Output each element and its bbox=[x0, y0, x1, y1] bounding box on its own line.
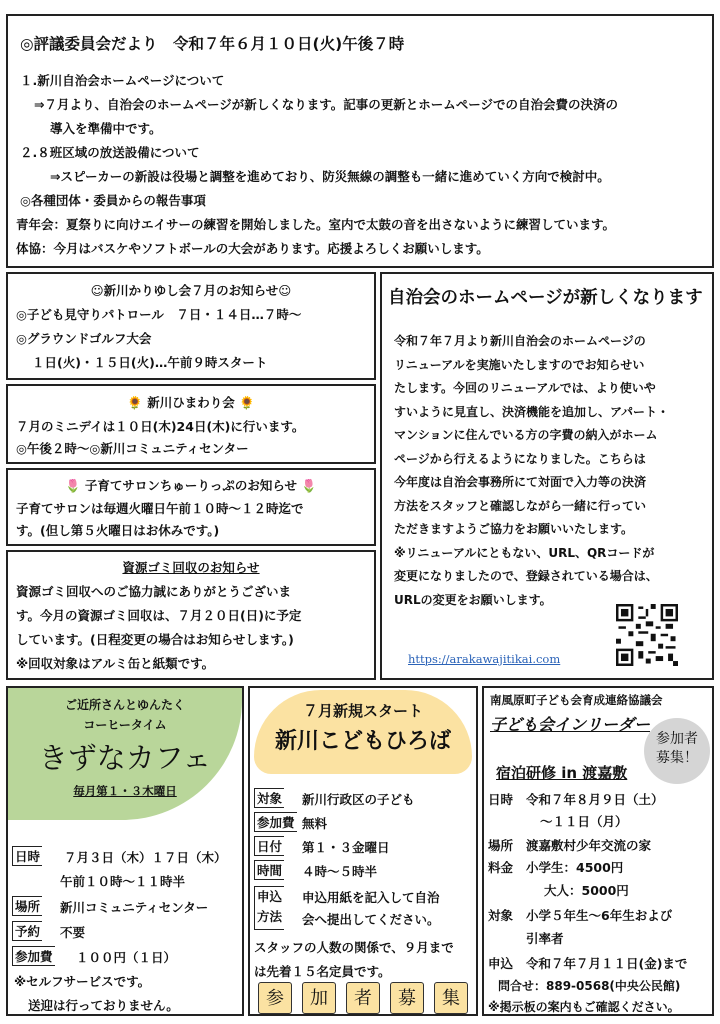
salon-title: 子育てサロンちゅーりっぷのお知らせ bbox=[84, 478, 298, 493]
council-line: ⇒スピーカーの新設は役場と調整を進めており、防災無線の調整も一緒に進めていく方向で検討中。 bbox=[50, 169, 610, 184]
sunflower-icon: 🌻 bbox=[239, 395, 255, 410]
recruit-badge: 参加者募集！ bbox=[644, 718, 710, 784]
himawari-notice bbox=[6, 384, 376, 464]
cafe-datetime-label: 日時 bbox=[12, 846, 42, 866]
homepage-line: 今年度は自治会事務所にて対面で入力等の決済 bbox=[394, 475, 647, 489]
leader-fee-label: 料金 bbox=[488, 860, 514, 875]
hiroba-note: スタッフの人数の関係で、９月まで bbox=[254, 940, 454, 955]
leader-target: 引率者 bbox=[526, 931, 564, 946]
recruit-char: 参 bbox=[258, 982, 292, 1014]
council-line: 導入を準備中です。 bbox=[50, 121, 162, 136]
cafe-place-label: 場所 bbox=[12, 896, 42, 916]
homepage-line: 変更になりましたので、登録されている場合は、 bbox=[394, 569, 658, 583]
himawari-line: ７月のミニデイは１０日(木)24日(木)に行います。 bbox=[16, 419, 305, 434]
homepage-notice bbox=[380, 272, 714, 680]
leader-place: 渡嘉敷村少年交流の家 bbox=[526, 838, 652, 853]
recycle-notice bbox=[6, 550, 376, 680]
salon-line: 子育てサロンは毎週火曜日午前１０時～１２時迄で bbox=[16, 501, 304, 516]
tulip-icon: 🌷 bbox=[64, 478, 81, 493]
council-line: 青年会：夏祭りに向けエイサーの練習を開始しました。室内で太鼓の音を出さないように練習しています。 bbox=[16, 217, 616, 232]
cafe-title: きずなカフェ bbox=[38, 741, 212, 775]
leader-note: ※掲示板の案内もご確認ください。 bbox=[488, 1000, 680, 1014]
hiroba-note: は先着１５名定員です。 bbox=[254, 964, 391, 979]
hiroba-row-label: 対象 bbox=[254, 788, 284, 808]
salon-line: す。(但し第５火曜日はお休みです。) bbox=[16, 523, 220, 538]
himawari-title: 新川ひまわり会 bbox=[147, 395, 235, 410]
leader-datetime-label: 日時 bbox=[488, 792, 514, 807]
cafe-datetime: ７月３日（木）１７日（木） bbox=[64, 850, 227, 865]
cafe-fee: １００円（１日） bbox=[76, 950, 177, 965]
hiroba-row-label: 日付 bbox=[254, 836, 284, 856]
kariyushi-line: １日(火)・１５日(火)…午前９時スタート bbox=[32, 355, 268, 370]
recycle-title: 資源ゴミ回収のお知らせ bbox=[122, 560, 260, 575]
kariyushi-notice bbox=[6, 272, 376, 380]
cafe-reservation: 不要 bbox=[60, 925, 86, 940]
cafe-place: 新川コミュニティセンター bbox=[60, 900, 209, 915]
hiroba-row-value: 新川行政区の子ども bbox=[302, 792, 415, 807]
leader-org: 南風原町子ども会育成連絡協議会 bbox=[490, 693, 663, 707]
leader-datetime: ～１１日（月） bbox=[540, 814, 628, 829]
homepage-line: ※リニューアルにともない、URL、QRコードが bbox=[394, 545, 655, 560]
leader-contact: 問合せ：889-0568(中央公民館) bbox=[498, 979, 681, 993]
sunflower-icon: 🌻 bbox=[127, 395, 143, 410]
recycle-line: ※回収対象はアルミ缶と紙類です。 bbox=[16, 656, 215, 671]
himawari-line: ◎午後２時～◎新川コミュニティセンター bbox=[16, 441, 249, 456]
hiroba-apply: 会へ提出してください。 bbox=[302, 912, 440, 927]
hiroba-row-label: 参加費 bbox=[254, 812, 297, 832]
recycle-line: 資源ゴミ回収へのご協力誠にありがとうございま bbox=[16, 584, 292, 599]
leader-event: 宿泊研修 in 渡嘉敷 bbox=[496, 764, 628, 782]
hiroba-apply-label: 申込 方法 bbox=[254, 886, 284, 930]
leader-title: 子ども会インリーダー bbox=[490, 715, 651, 734]
leader-datetime: 令和７年８月９日（土） bbox=[526, 792, 664, 807]
council-line: ⇒７月より、自治会のホームページが新しくなります。記事の更新とホームページでの自治会費の決済の bbox=[34, 97, 618, 112]
leader-target-label: 対象 bbox=[488, 908, 514, 923]
homepage-line: すいように見直し、決済機能を追加し、アパート・ bbox=[394, 404, 670, 419]
kariyushi-line: ◎グラウンドゴルフ大会 bbox=[16, 331, 152, 346]
council-line: ◎各種団体・委員からの報告事項 bbox=[20, 193, 206, 208]
cafe-note: ※セルフサービスです。 bbox=[14, 974, 151, 989]
council-title: ◎評議委員会だより 令和７年６月１０日(火)午後７時 bbox=[20, 35, 405, 53]
salon-header bbox=[8, 477, 374, 495]
leader-fee-child: 小学生：4500円 bbox=[526, 860, 624, 875]
council-line: １.新川自治会ホームページについて bbox=[20, 73, 225, 88]
recruit-banner bbox=[258, 982, 472, 1014]
junior-leader-section bbox=[482, 686, 714, 1016]
homepage-line: リニューアルを実施いたしますのでお知らせい bbox=[394, 357, 645, 372]
council-section bbox=[6, 14, 714, 268]
cafe-note: 送迎は行っておりません。 bbox=[28, 998, 179, 1013]
homepage-line: ページから行えるようになりました。こちらは bbox=[394, 451, 646, 466]
council-line: ２.８班区域の放送設備について bbox=[20, 145, 200, 160]
kariyushi-line: ◎子ども見守りパトロール ７日・１４日…７時～ bbox=[16, 307, 302, 322]
homepage-line: URLの変更をお願いします。 bbox=[394, 592, 552, 607]
tulip-icon: 🌷 bbox=[301, 478, 317, 493]
recruit-char: 集 bbox=[434, 982, 468, 1014]
qr-code-icon bbox=[616, 604, 678, 666]
homepage-line: 令和７年７月より新川自治会のホームページの bbox=[394, 334, 646, 348]
homepage-line: ただきますようご協力をお願いいたします。 bbox=[394, 522, 634, 536]
homepage-url-link[interactable]: https://arakawajitikai.com bbox=[408, 652, 561, 666]
homepage-line: たします。今回のリニューアルでは、より使いや bbox=[394, 381, 656, 395]
recruit-char: 加 bbox=[302, 982, 336, 1014]
recruit-char: 募 bbox=[390, 982, 424, 1014]
cafe-reservation-label: 予約 bbox=[12, 921, 42, 941]
homepage-line: マンションに住んでいる方の字費の納入がホーム bbox=[394, 428, 658, 442]
recruit-char: 者 bbox=[346, 982, 380, 1014]
leader-apply-label: 申込 bbox=[488, 956, 514, 971]
leader-place-label: 場所 bbox=[488, 838, 514, 853]
salon-notice bbox=[6, 468, 376, 546]
cafe-subtitle-2: コーヒータイム bbox=[83, 718, 167, 732]
hiroba-apply: 申込用紙を記入して自治 bbox=[302, 890, 440, 905]
himawari-header bbox=[8, 394, 374, 412]
hiroba-row-label: 時間 bbox=[254, 860, 284, 880]
kizuna-cafe-section bbox=[6, 686, 244, 1016]
hiroba-title: 新川こどもひろば bbox=[274, 729, 451, 754]
cafe-fee-label: 参加費 bbox=[12, 946, 55, 966]
homepage-title: 自治会のホームページが新しくなります bbox=[388, 288, 703, 308]
hiroba-row-value: 無料 bbox=[302, 816, 328, 831]
council-line: 体協：今月はバスケやソフトボールの大会があります。応援よろしくお願いします。 bbox=[16, 241, 489, 256]
leader-target: 小学５年生～6年生および bbox=[526, 908, 673, 923]
recycle-line: しています。(日程変更の場合はお知らせします。) bbox=[16, 632, 294, 647]
hiroba-row-value: 第１・３金曜日 bbox=[302, 840, 390, 855]
kodomo-hiroba-section bbox=[248, 686, 478, 1016]
cafe-time: 午前１０時～１１時半 bbox=[60, 874, 186, 889]
cafe-schedule: 毎月第１・３木曜日 bbox=[73, 784, 177, 798]
kariyushi-title: ☺新川かりゆし会７月のお知らせ☺ bbox=[90, 283, 292, 298]
leader-fee-adult: 大人：5000円 bbox=[544, 883, 629, 898]
cafe-subtitle: ご近所さんとゆんたく bbox=[64, 698, 185, 712]
leader-apply: 令和７年７月１１日(金)まで bbox=[526, 956, 688, 971]
hiroba-subtitle: ７月新規スタート bbox=[302, 702, 423, 720]
recycle-line: す。今月の資源ゴミ回収は、７月２０日(日)に予定 bbox=[16, 608, 302, 623]
hiroba-row-value: ４時～５時半 bbox=[302, 864, 378, 879]
homepage-line: 方法をスタッフと確認しながら一緒に行ってい bbox=[394, 498, 647, 513]
